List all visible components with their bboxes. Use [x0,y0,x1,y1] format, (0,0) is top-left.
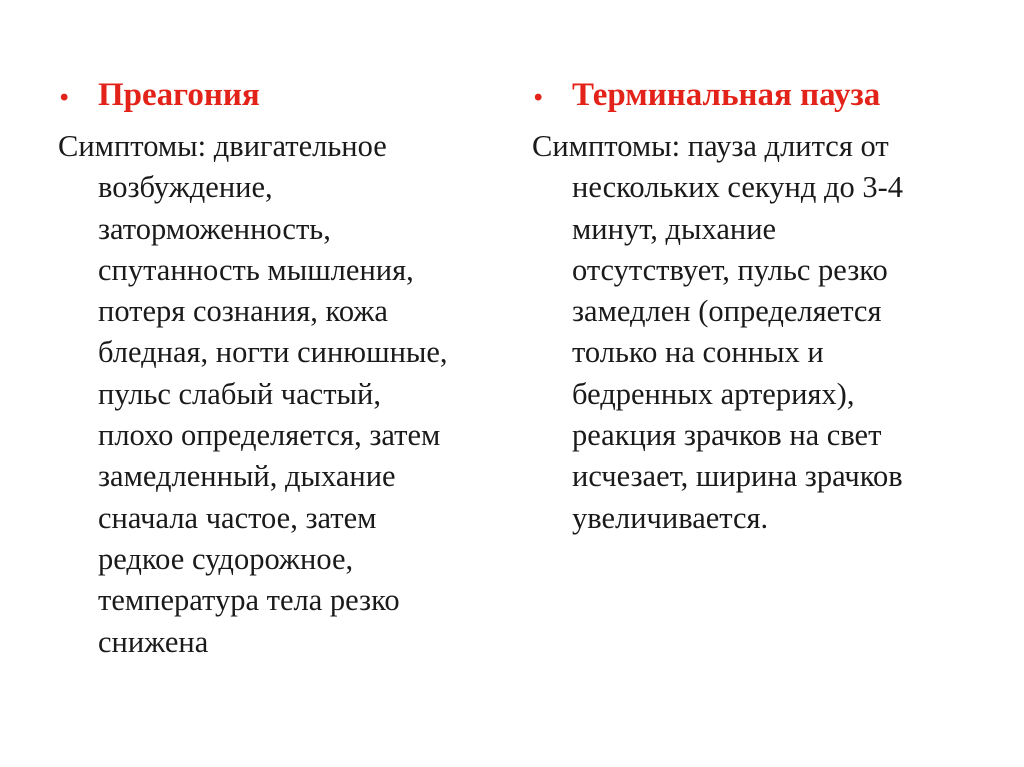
text-line: бледная, ногти синюшные, [98,335,448,370]
column-preagony [58,70,508,663]
text-line: сначала частое, затем [98,500,377,535]
text-line: пульс слабый частый, [98,376,381,411]
bullet-icon: • [60,84,69,111]
heading-preagony [58,70,508,120]
symptoms-text [58,126,508,663]
text-line: Симптомы: двигательное [58,129,387,163]
text-line: реакция зрачков на свет [572,418,882,453]
text-line: возбуждение, [98,170,273,205]
text-line: спутанность мышления, [98,252,414,287]
text-line: нескольких секунд до 3-4 [572,170,904,205]
heading-text: Терминальная пауза [572,77,881,113]
text-line: увеличивается. [572,500,769,535]
text-line: исчезает, ширина зрачков [572,459,903,494]
text-line: отсутствует, пульс резко [572,252,888,287]
text-line: бедренных артериях), [572,376,855,411]
text-line: заторможенность, [98,211,331,246]
text-line: редкое судорожное, [98,541,354,576]
text-line: только на сонных и [572,335,824,370]
text-line: температура тела резко [98,583,400,618]
column-terminal-pause [532,70,992,539]
text-line: снижена [98,624,209,659]
text-line: Симптомы: пауза длится от [532,129,889,163]
text-line: замедленный, дыхание [98,459,396,494]
text-line: плохо определяется, затем [98,418,441,453]
heading-terminal-pause [532,70,992,120]
symptoms-text [532,126,992,539]
text-line: замедлен (определяется [572,294,882,329]
heading-text: Преагония [98,77,260,113]
text-line: потеря сознания, кожа [98,294,388,329]
bullet-icon: • [534,84,543,111]
text-line: минут, дыхание [572,211,777,246]
